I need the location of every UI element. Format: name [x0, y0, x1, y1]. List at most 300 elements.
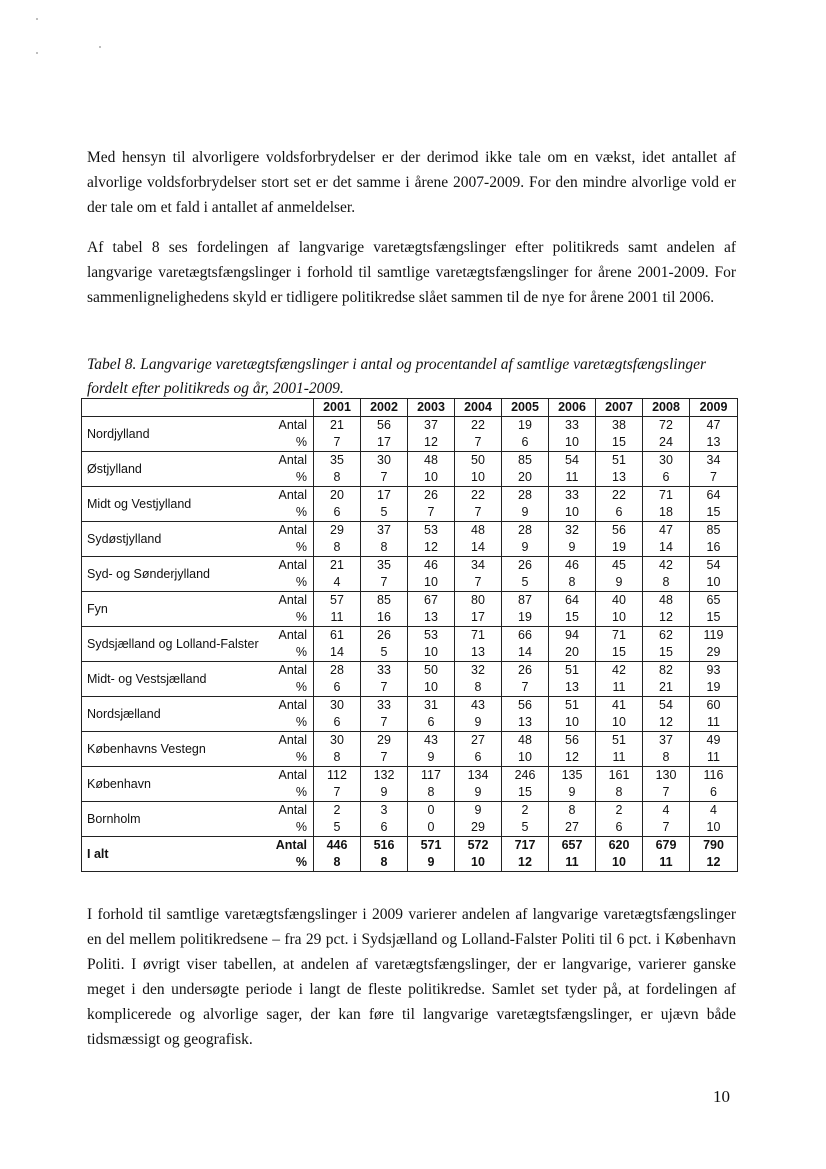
region-name: Syd- og Sønderjylland [82, 557, 269, 592]
percent-cell: 10 [408, 574, 455, 592]
count-cell: 71 [596, 627, 643, 645]
percent-cell: 7 [361, 749, 408, 767]
table-caption: Tabel 8. Langvarige varetægtsfængslinger i antal og procentandel af samtlige varetægtsfængslinger fordelt efter politikreds og år, 2001-2009. [87, 356, 706, 397]
count-cell: 29 [361, 732, 408, 750]
measure-label: Antal [269, 802, 314, 820]
percent-cell: 11 [690, 749, 738, 767]
count-cell: 112 [314, 767, 361, 785]
count-cell: 31 [408, 697, 455, 715]
paragraph-table-intro: Af tabel 8 ses fordelingen af langvarige varetægtsfængslinger efter politikreds samt andelen af langvarige varetægtsfængslinger i forhold til samtlige varetægtsfængslinger for årene 2001-2009. For sammenlignelighedens skyld er tidligere politikredse slået sammen til de nye for årene 2001 til 2006. [87, 239, 736, 306]
region-name: I alt [82, 837, 269, 872]
count-cell: 134 [455, 767, 502, 785]
count-cell: 66 [502, 627, 549, 645]
measure-label: % [269, 574, 314, 592]
percent-cell: 21 [643, 679, 690, 697]
percent-cell: 19 [596, 539, 643, 557]
table-row-count [82, 732, 738, 750]
percent-cell: 5 [361, 504, 408, 522]
count-cell: 30 [314, 697, 361, 715]
percent-cell: 8 [361, 854, 408, 872]
count-cell: 35 [361, 557, 408, 575]
measure-label: % [269, 469, 314, 487]
measure-label: % [269, 644, 314, 662]
count-cell: 28 [314, 662, 361, 680]
percent-cell: 15 [549, 609, 596, 627]
count-cell: 8 [549, 802, 596, 820]
measure-label: % [269, 539, 314, 557]
percent-cell: 6 [455, 749, 502, 767]
percent-cell: 19 [502, 609, 549, 627]
count-cell: 56 [596, 522, 643, 540]
scan-speck [36, 18, 38, 20]
count-cell: 28 [502, 487, 549, 505]
count-cell: 80 [455, 592, 502, 610]
count-cell: 21 [314, 557, 361, 575]
percent-cell: 20 [549, 644, 596, 662]
percent-cell: 7 [314, 434, 361, 452]
count-cell: 57 [314, 592, 361, 610]
measure-label: % [269, 434, 314, 452]
count-cell: 29 [314, 522, 361, 540]
percent-cell: 10 [596, 609, 643, 627]
percent-cell: 7 [455, 504, 502, 522]
percent-cell: 13 [408, 609, 455, 627]
percent-cell: 19 [690, 679, 738, 697]
percent-cell: 4 [314, 574, 361, 592]
measure-label: Antal [269, 627, 314, 645]
percent-cell: 12 [643, 714, 690, 732]
percent-cell: 15 [690, 609, 738, 627]
count-cell: 0 [408, 802, 455, 820]
count-cell: 37 [408, 417, 455, 435]
count-cell: 17 [361, 487, 408, 505]
count-cell: 657 [549, 837, 596, 855]
percent-cell: 8 [643, 574, 690, 592]
year-header: 2007 [596, 399, 643, 417]
region-name: Sydøstjylland [82, 522, 269, 557]
count-cell: 35 [314, 452, 361, 470]
count-cell: 38 [596, 417, 643, 435]
scan-speck [99, 46, 101, 48]
percent-cell: 8 [596, 784, 643, 802]
percent-cell: 7 [408, 504, 455, 522]
measure-label: Antal [269, 417, 314, 435]
table-corner-cell [82, 399, 314, 417]
count-cell: 50 [455, 452, 502, 470]
count-cell: 85 [361, 592, 408, 610]
count-cell: 116 [690, 767, 738, 785]
percent-cell: 13 [502, 714, 549, 732]
count-cell: 42 [596, 662, 643, 680]
count-cell: 54 [549, 452, 596, 470]
table-row-count [82, 837, 738, 855]
count-cell: 47 [690, 417, 738, 435]
table-row-count [82, 557, 738, 575]
percent-cell: 8 [361, 539, 408, 557]
percent-cell: 15 [502, 784, 549, 802]
year-header: 2009 [690, 399, 738, 417]
count-cell: 30 [361, 452, 408, 470]
count-cell: 2 [596, 802, 643, 820]
count-cell: 246 [502, 767, 549, 785]
percent-cell: 11 [643, 854, 690, 872]
table-header-row [82, 399, 738, 417]
table-row-count [82, 592, 738, 610]
percent-cell: 13 [455, 644, 502, 662]
percent-cell: 18 [643, 504, 690, 522]
year-header: 2003 [408, 399, 455, 417]
measure-label: Antal [269, 592, 314, 610]
percent-cell: 7 [361, 469, 408, 487]
percent-cell: 8 [314, 539, 361, 557]
count-cell: 46 [408, 557, 455, 575]
percent-cell: 12 [643, 609, 690, 627]
count-cell: 54 [643, 697, 690, 715]
count-cell: 26 [408, 487, 455, 505]
percent-cell: 6 [502, 434, 549, 452]
count-cell: 85 [690, 522, 738, 540]
year-header: 2006 [549, 399, 596, 417]
count-cell: 67 [408, 592, 455, 610]
count-cell: 571 [408, 837, 455, 855]
measure-label: Antal [269, 837, 314, 855]
count-cell: 679 [643, 837, 690, 855]
table-row-count [82, 452, 738, 470]
count-cell: 43 [455, 697, 502, 715]
percent-cell: 16 [361, 609, 408, 627]
percent-cell: 12 [502, 854, 549, 872]
year-header: 2002 [361, 399, 408, 417]
count-cell: 46 [549, 557, 596, 575]
count-cell: 34 [690, 452, 738, 470]
region-name: København [82, 767, 269, 802]
percent-cell: 7 [314, 784, 361, 802]
percent-cell: 5 [361, 644, 408, 662]
table-row-count [82, 417, 738, 435]
table-row-count [82, 697, 738, 715]
count-cell: 54 [690, 557, 738, 575]
percent-cell: 11 [690, 714, 738, 732]
count-cell: 2 [502, 802, 549, 820]
percent-cell: 7 [361, 714, 408, 732]
percent-cell: 6 [314, 714, 361, 732]
count-cell: 19 [502, 417, 549, 435]
percent-cell: 10 [502, 749, 549, 767]
count-cell: 56 [502, 697, 549, 715]
count-cell: 61 [314, 627, 361, 645]
percent-cell: 7 [502, 679, 549, 697]
count-cell: 65 [690, 592, 738, 610]
percent-cell: 27 [549, 819, 596, 837]
measure-label: % [269, 819, 314, 837]
count-cell: 49 [690, 732, 738, 750]
count-cell: 30 [314, 732, 361, 750]
measure-label: Antal [269, 487, 314, 505]
percent-cell: 8 [408, 784, 455, 802]
percent-cell: 29 [690, 644, 738, 662]
count-cell: 22 [455, 417, 502, 435]
count-cell: 3 [361, 802, 408, 820]
count-cell: 48 [643, 592, 690, 610]
count-cell: 22 [596, 487, 643, 505]
region-name: Midt og Vestjylland [82, 487, 269, 522]
count-cell: 9 [455, 802, 502, 820]
page-number: 10 [713, 1087, 730, 1106]
table-row-count [82, 767, 738, 785]
count-cell: 26 [502, 662, 549, 680]
count-cell: 51 [596, 732, 643, 750]
measure-label: % [269, 749, 314, 767]
percent-cell: 10 [596, 854, 643, 872]
percent-cell: 8 [314, 854, 361, 872]
percent-cell: 10 [596, 714, 643, 732]
percent-cell: 7 [361, 574, 408, 592]
count-cell: 41 [596, 697, 643, 715]
percent-cell: 15 [596, 434, 643, 452]
percent-cell: 15 [690, 504, 738, 522]
percent-cell: 9 [455, 714, 502, 732]
count-cell: 48 [408, 452, 455, 470]
count-cell: 40 [596, 592, 643, 610]
count-cell: 82 [643, 662, 690, 680]
percent-cell: 12 [690, 854, 738, 872]
count-cell: 790 [690, 837, 738, 855]
percent-cell: 7 [455, 574, 502, 592]
percent-cell: 13 [596, 469, 643, 487]
count-cell: 56 [549, 732, 596, 750]
percent-cell: 9 [549, 784, 596, 802]
count-cell: 130 [643, 767, 690, 785]
region-name: Bornholm [82, 802, 269, 837]
percent-cell: 9 [455, 784, 502, 802]
count-cell: 56 [361, 417, 408, 435]
percent-cell: 8 [455, 679, 502, 697]
percent-cell: 14 [314, 644, 361, 662]
paragraph-violence: Med hensyn til alvorligere voldsforbrydelser er der derimod ikke tale om en vækst, idet antallet af alvorlige voldsforbrydelser stort set er det samme i årene 2007-2009. For den mindre alvorlige vold er der tale om et fald i antallet af anmeldelser. [87, 149, 736, 216]
count-cell: 53 [408, 522, 455, 540]
count-cell: 45 [596, 557, 643, 575]
count-cell: 32 [549, 522, 596, 540]
count-cell: 37 [643, 732, 690, 750]
percent-cell: 9 [408, 854, 455, 872]
count-cell: 33 [361, 662, 408, 680]
count-cell: 94 [549, 627, 596, 645]
percent-cell: 10 [408, 644, 455, 662]
measure-label: % [269, 609, 314, 627]
measure-label: Antal [269, 732, 314, 750]
measure-label: % [269, 784, 314, 802]
count-cell: 717 [502, 837, 549, 855]
measure-label: Antal [269, 452, 314, 470]
percent-cell: 12 [408, 434, 455, 452]
percent-cell: 15 [596, 644, 643, 662]
percent-cell: 8 [549, 574, 596, 592]
table-row-count [82, 662, 738, 680]
measure-label: Antal [269, 557, 314, 575]
count-cell: 22 [455, 487, 502, 505]
percent-cell: 11 [314, 609, 361, 627]
percent-cell: 6 [690, 784, 738, 802]
measure-label: Antal [269, 767, 314, 785]
year-header: 2005 [502, 399, 549, 417]
scan-speck [36, 52, 38, 54]
region-name: Østjylland [82, 452, 269, 487]
percent-cell: 6 [643, 469, 690, 487]
percent-cell: 10 [455, 854, 502, 872]
percent-cell: 6 [361, 819, 408, 837]
count-cell: 48 [455, 522, 502, 540]
measure-label: % [269, 504, 314, 522]
count-cell: 72 [643, 417, 690, 435]
region-name: Fyn [82, 592, 269, 627]
percent-cell: 9 [502, 504, 549, 522]
count-cell: 33 [549, 417, 596, 435]
percent-cell: 5 [502, 819, 549, 837]
percent-cell: 6 [596, 504, 643, 522]
percent-cell: 8 [314, 469, 361, 487]
count-cell: 26 [502, 557, 549, 575]
count-cell: 64 [549, 592, 596, 610]
paragraph-conclusion: I forhold til samtlige varetægtsfængslinger i 2009 varierer andelen af langvarige varetægtsfængslinger en del mellem politikredsene – fra 29 pct. i Sydsjælland og Lolland-Falster Politi til 6 pct. i København Politi. I øvrigt viser tabellen, at andelen af varetægtsfængslinger, der er langvarige, varierer ganske meget i den undersøgte periode i langt de fleste politikredse. Samlet set tyder på, at fordelingen af komplicerede og alvorlige sager, der kan føre til langvarige varetægtsfængslinger, er ujævn både tidsmæssigt og geografisk. [87, 906, 736, 1048]
percent-cell: 17 [361, 434, 408, 452]
table-row-count [82, 802, 738, 820]
percent-cell: 8 [643, 749, 690, 767]
percent-cell: 7 [455, 434, 502, 452]
count-cell: 33 [549, 487, 596, 505]
count-cell: 2 [314, 802, 361, 820]
percent-cell: 11 [596, 749, 643, 767]
region-name: Københavns Vestegn [82, 732, 269, 767]
count-cell: 93 [690, 662, 738, 680]
percent-cell: 5 [502, 574, 549, 592]
percent-cell: 8 [314, 749, 361, 767]
measure-label: Antal [269, 522, 314, 540]
count-cell: 47 [643, 522, 690, 540]
custody-table [81, 398, 738, 872]
percent-cell: 10 [408, 679, 455, 697]
percent-cell: 7 [643, 784, 690, 802]
percent-cell: 16 [690, 539, 738, 557]
percent-cell: 24 [643, 434, 690, 452]
percent-cell: 9 [361, 784, 408, 802]
count-cell: 42 [643, 557, 690, 575]
count-cell: 572 [455, 837, 502, 855]
percent-cell: 9 [502, 539, 549, 557]
region-name: Midt- og Vestsjælland [82, 662, 269, 697]
count-cell: 27 [455, 732, 502, 750]
measure-label: % [269, 679, 314, 697]
table-row-count [82, 487, 738, 505]
percent-cell: 7 [690, 469, 738, 487]
percent-cell: 14 [455, 539, 502, 557]
count-cell: 20 [314, 487, 361, 505]
count-cell: 87 [502, 592, 549, 610]
count-cell: 21 [314, 417, 361, 435]
percent-cell: 7 [361, 679, 408, 697]
percent-cell: 6 [314, 504, 361, 522]
percent-cell: 17 [455, 609, 502, 627]
percent-cell: 9 [408, 749, 455, 767]
count-cell: 30 [643, 452, 690, 470]
percent-cell: 29 [455, 819, 502, 837]
percent-cell: 12 [549, 749, 596, 767]
year-header: 2004 [455, 399, 502, 417]
count-cell: 85 [502, 452, 549, 470]
table-row-count [82, 522, 738, 540]
count-cell: 446 [314, 837, 361, 855]
percent-cell: 6 [596, 819, 643, 837]
count-cell: 50 [408, 662, 455, 680]
percent-cell: 6 [408, 714, 455, 732]
percent-cell: 10 [690, 819, 738, 837]
measure-label: Antal [269, 662, 314, 680]
count-cell: 135 [549, 767, 596, 785]
year-header: 2001 [314, 399, 361, 417]
percent-cell: 12 [408, 539, 455, 557]
measure-label: Antal [269, 697, 314, 715]
percent-cell: 10 [408, 469, 455, 487]
count-cell: 51 [549, 662, 596, 680]
percent-cell: 13 [549, 679, 596, 697]
percent-cell: 11 [596, 679, 643, 697]
percent-cell: 11 [549, 854, 596, 872]
percent-cell: 10 [455, 469, 502, 487]
count-cell: 71 [643, 487, 690, 505]
percent-cell: 10 [549, 504, 596, 522]
count-cell: 117 [408, 767, 455, 785]
percent-cell: 15 [643, 644, 690, 662]
count-cell: 620 [596, 837, 643, 855]
count-cell: 60 [690, 697, 738, 715]
table-row-count [82, 627, 738, 645]
count-cell: 132 [361, 767, 408, 785]
count-cell: 26 [361, 627, 408, 645]
percent-cell: 5 [314, 819, 361, 837]
count-cell: 64 [690, 487, 738, 505]
count-cell: 53 [408, 627, 455, 645]
count-cell: 4 [643, 802, 690, 820]
count-cell: 62 [643, 627, 690, 645]
percent-cell: 20 [502, 469, 549, 487]
count-cell: 34 [455, 557, 502, 575]
count-cell: 48 [502, 732, 549, 750]
percent-cell: 10 [549, 434, 596, 452]
percent-cell: 14 [643, 539, 690, 557]
percent-cell: 6 [314, 679, 361, 697]
region-name: Sydsjælland og Lolland-Falster [82, 627, 269, 662]
percent-cell: 9 [549, 539, 596, 557]
measure-label: % [269, 854, 314, 872]
count-cell: 33 [361, 697, 408, 715]
count-cell: 51 [596, 452, 643, 470]
count-cell: 161 [596, 767, 643, 785]
percent-cell: 7 [643, 819, 690, 837]
percent-cell: 9 [596, 574, 643, 592]
percent-cell: 14 [502, 644, 549, 662]
count-cell: 37 [361, 522, 408, 540]
count-cell: 71 [455, 627, 502, 645]
count-cell: 51 [549, 697, 596, 715]
count-cell: 32 [455, 662, 502, 680]
year-header: 2008 [643, 399, 690, 417]
measure-label: % [269, 714, 314, 732]
region-name: Nordjylland [82, 417, 269, 452]
region-name: Nordsjælland [82, 697, 269, 732]
percent-cell: 11 [549, 469, 596, 487]
count-cell: 28 [502, 522, 549, 540]
count-cell: 516 [361, 837, 408, 855]
count-cell: 119 [690, 627, 738, 645]
